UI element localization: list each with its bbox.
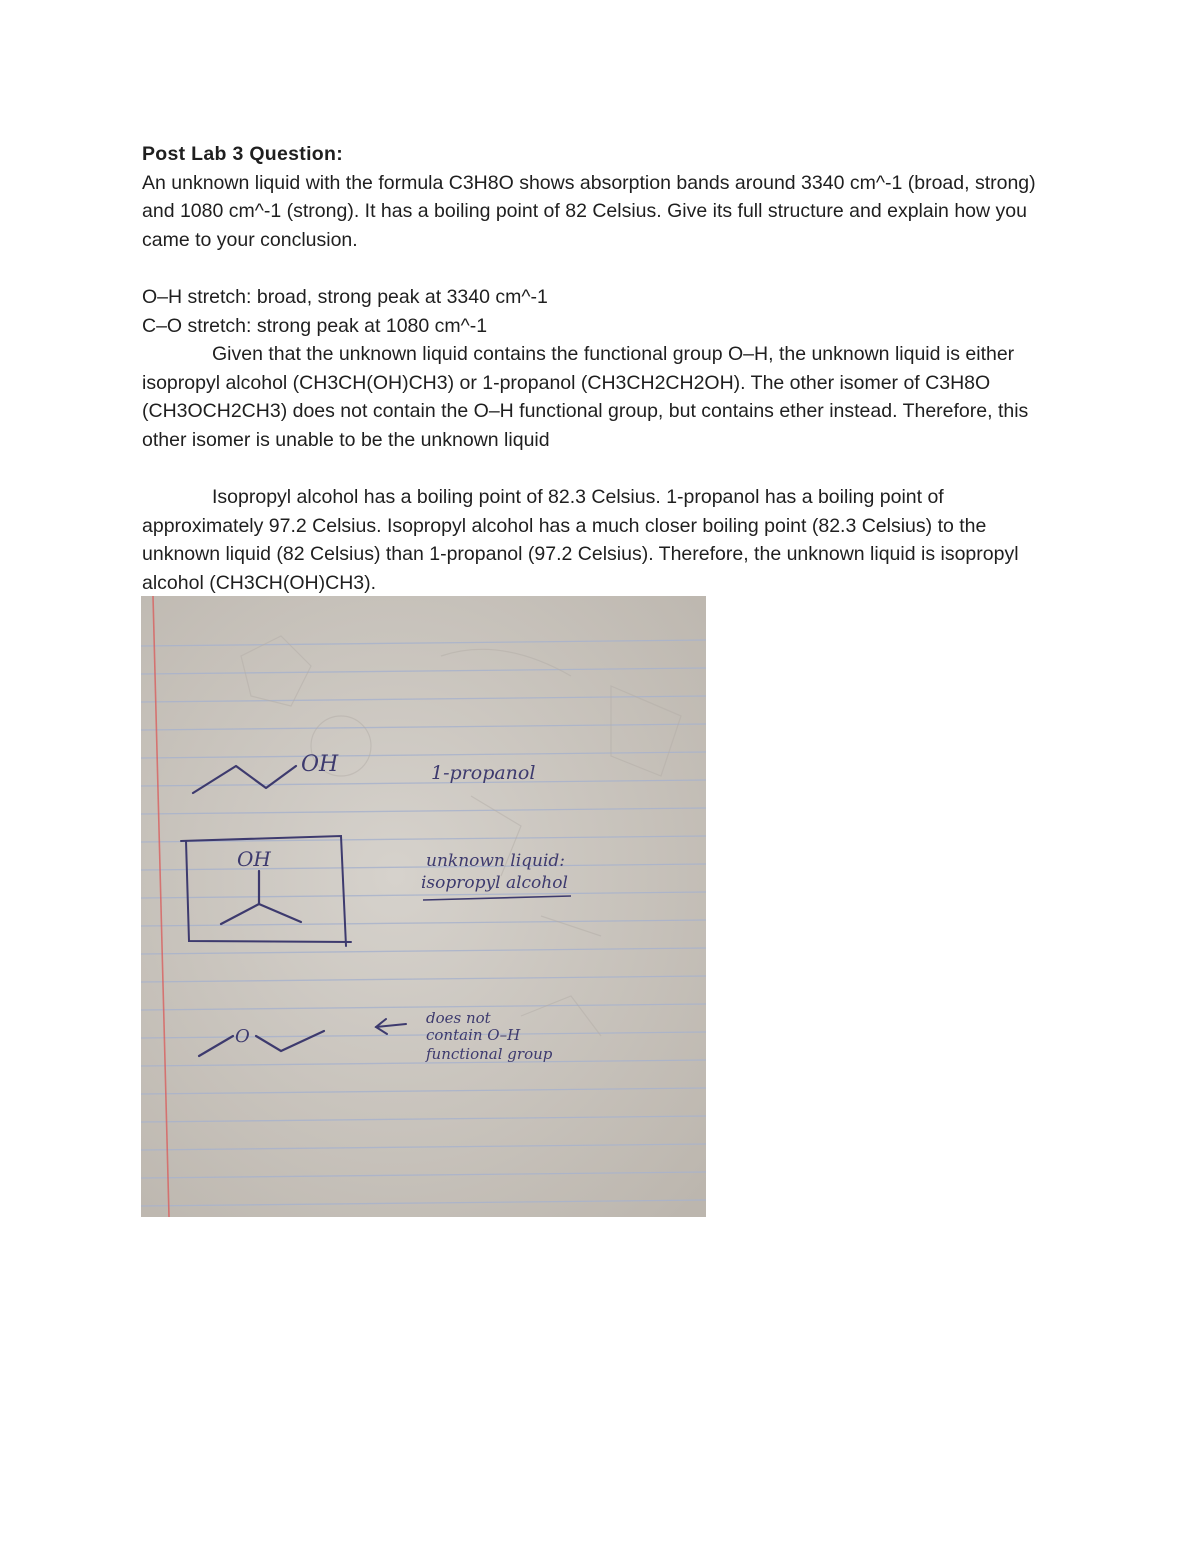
unknown-liquid-label: unknown liquid: [426,851,566,871]
paper-background [141,596,706,1217]
answer-paragraph-1: Given that the unknown liquid contains the functional group O–H, the unknown liquid is either isopropyl alcohol (CH3CH(OH)CH3) or 1-propanol (CH3CH2CH2OH). The other isomer of C3H8O (CH3OCH2CH3) does not contain the O–H functional group, but contains ether instead. Therefore, this other isomer is unable to be the unknown liquid [142,343,1029,451]
document-title: Post Lab 3 Question: [142,143,344,165]
question-text: An unknown liquid with the formula C3H8O shows absorption bands around 3340 cm^-1 (broad, strong) and 1080 cm^-1 (strong). It has a boiling point of 82 Celsius. Give its full structure and explain how you came to your conclusion. [142,171,1036,251]
propanol-name-label: 1-propanol [431,762,536,784]
ether-note-line-3: functional group [426,1045,553,1063]
document-text [142,140,1062,598]
ether-note-line-2: contain O–H [426,1026,521,1044]
co-stretch-line: C–O stretch: strong peak at 1080 cm^-1 [142,314,488,337]
oh-stretch-line: O–H stretch: broad, strong peak at 3340 cm^-1 [142,285,548,308]
handwritten-notes-photo [141,596,706,1217]
ether-o-label: O [235,1026,250,1047]
answer-paragraph-2: Isopropyl alcohol has a boiling point of 82.3 Celsius. 1-propanol has a boiling point of approximately 97.2 Celsius. Isopropyl alcohol has a much closer boiling point (82.3 Celsius) to the unknown liquid (82 Celsius) than 1-propanol (97.2 Celsius). Therefore, the unknown liquid is isopropyl alcohol (CH3CH(OH)CH3). [142,486,1019,594]
isopropyl-alcohol-label: isopropyl alcohol [421,873,568,893]
propanol-oh-label: OH [301,752,339,777]
isopropanol-oh-label: OH [237,847,271,871]
ether-note-line-1: does not [426,1009,491,1027]
